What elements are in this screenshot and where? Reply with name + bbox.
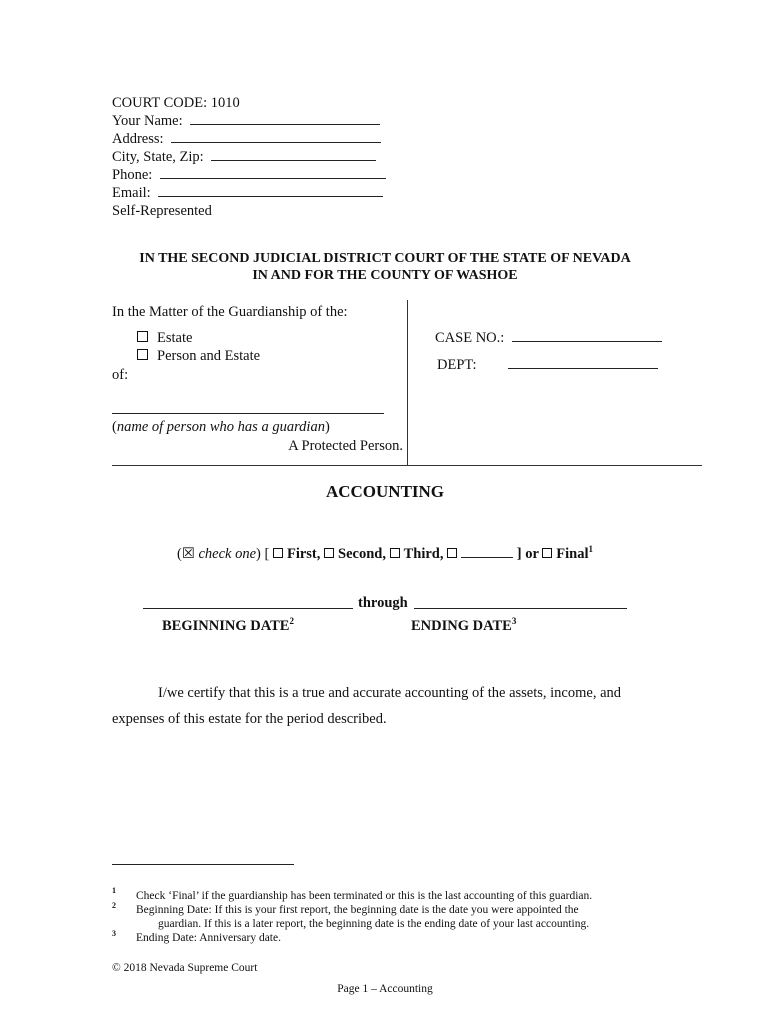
email-row xyxy=(112,184,383,202)
name-hint: (name of person who has a guardian) xyxy=(112,419,330,435)
footnote-3-text: Ending Date: Anniversary date. xyxy=(136,932,281,944)
ending-date-label xyxy=(411,612,516,635)
beginning-date-text: BEGINNING DATE xyxy=(162,617,290,634)
copyright: © 2018 Nevada Supreme Court xyxy=(112,962,258,974)
court-code: COURT CODE: 1010 xyxy=(112,95,240,111)
second-label: Second, xyxy=(338,545,386,562)
estate-label: Estate xyxy=(157,330,193,346)
case-no-label: CASE NO.: xyxy=(435,330,505,346)
footnote-2-number: 2 xyxy=(112,901,116,910)
certify-line-2: expenses of this estate for the period described. xyxy=(112,711,387,727)
city-row xyxy=(112,148,376,166)
accounting-type-row xyxy=(60,540,710,563)
through-label: through xyxy=(358,595,408,611)
footnote-2-text: Beginning Date: If this is your first report, the beginning date is the date you were appointed the xyxy=(136,904,579,916)
final-checkbox[interactable] xyxy=(542,548,552,558)
other-number-field[interactable] xyxy=(461,557,513,558)
option-estate[interactable] xyxy=(137,329,192,347)
case-no-row xyxy=(435,329,662,347)
beginning-date-field[interactable] xyxy=(143,608,353,609)
ending-date-text: ENDING DATE xyxy=(411,617,512,634)
caption-divider-vertical xyxy=(407,300,408,466)
court-line-1: IN THE SECOND JUDICIAL DISTRICT COURT OF THE STATE OF NEVADA xyxy=(139,251,631,266)
option-person-estate[interactable] xyxy=(137,347,260,365)
case-no-field[interactable] xyxy=(512,341,662,342)
person-estate-checkbox[interactable] xyxy=(137,349,148,360)
your-name-label: Your Name: xyxy=(112,113,183,129)
court-line-2: IN AND FOR THE COUNTY OF WASHOE xyxy=(252,268,518,283)
person-estate-label: Person and Estate xyxy=(157,348,261,364)
checked-box-icon: ☒ xyxy=(181,545,195,562)
page-footer: Page 1 – Accounting xyxy=(337,983,433,995)
check-one-text: check one xyxy=(198,545,257,562)
phone-label: Phone: xyxy=(112,167,153,183)
phone-row xyxy=(112,166,386,184)
address-row xyxy=(112,130,381,148)
phone-field[interactable] xyxy=(160,178,386,179)
first-label: First, xyxy=(286,545,321,562)
matter-label: In the Matter of the Guardianship of the: xyxy=(112,304,348,320)
second-checkbox[interactable] xyxy=(324,548,334,558)
self-represented: Self-Represented xyxy=(112,203,212,219)
name-hint-text: name of person who has a guardian xyxy=(116,419,325,435)
your-name-field[interactable] xyxy=(190,124,380,125)
address-label: Address: xyxy=(112,131,164,147)
beginning-date-label xyxy=(162,612,294,635)
footnote-separator xyxy=(112,864,294,865)
final-footnote-ref: 1 xyxy=(588,544,593,554)
footnote-1-number: 1 xyxy=(112,886,116,895)
city-label: City, State, Zip: xyxy=(112,149,204,165)
close-paren: ) [ xyxy=(256,545,270,562)
dept-row xyxy=(437,356,658,374)
dept-field[interactable] xyxy=(508,368,658,369)
ending-footnote-ref: 3 xyxy=(511,616,517,626)
city-field[interactable] xyxy=(211,160,376,161)
certify-line-1: I/we certify that this is a true and accurate accounting of the assets, income, and xyxy=(158,685,622,701)
your-name-row xyxy=(112,112,380,130)
document-title: ACCOUNTING xyxy=(325,482,445,501)
estate-checkbox[interactable] xyxy=(137,331,148,342)
first-checkbox[interactable] xyxy=(273,548,283,558)
of-label: of: xyxy=(112,367,129,383)
beginning-footnote-ref: 2 xyxy=(289,616,294,626)
address-field[interactable] xyxy=(171,142,381,143)
caption-divider-horizontal xyxy=(112,465,702,466)
email-field[interactable] xyxy=(158,196,383,197)
dept-label: DEPT: xyxy=(437,357,477,373)
protected-person-label: A Protected Person. xyxy=(288,438,403,454)
third-checkbox[interactable] xyxy=(390,548,400,558)
protected-person-name-field[interactable] xyxy=(112,413,384,414)
email-label: Email: xyxy=(112,185,151,201)
final-label: Final xyxy=(556,545,589,562)
third-label: Third, xyxy=(403,545,444,562)
bracket-or: ] or xyxy=(516,545,539,562)
ending-date-field[interactable] xyxy=(414,608,627,609)
open-paren: ( xyxy=(177,545,182,562)
footnote-1-text: Check ‘Final’ if the guardianship has been terminated or this is the last accounting of this guardian. xyxy=(136,890,593,902)
footnote-2-text-cont: guardian. If this is a later report, the beginning date is the ending date of your last accounting. xyxy=(158,918,590,930)
footnote-3-number: 3 xyxy=(112,929,116,938)
other-checkbox[interactable] xyxy=(447,548,457,558)
